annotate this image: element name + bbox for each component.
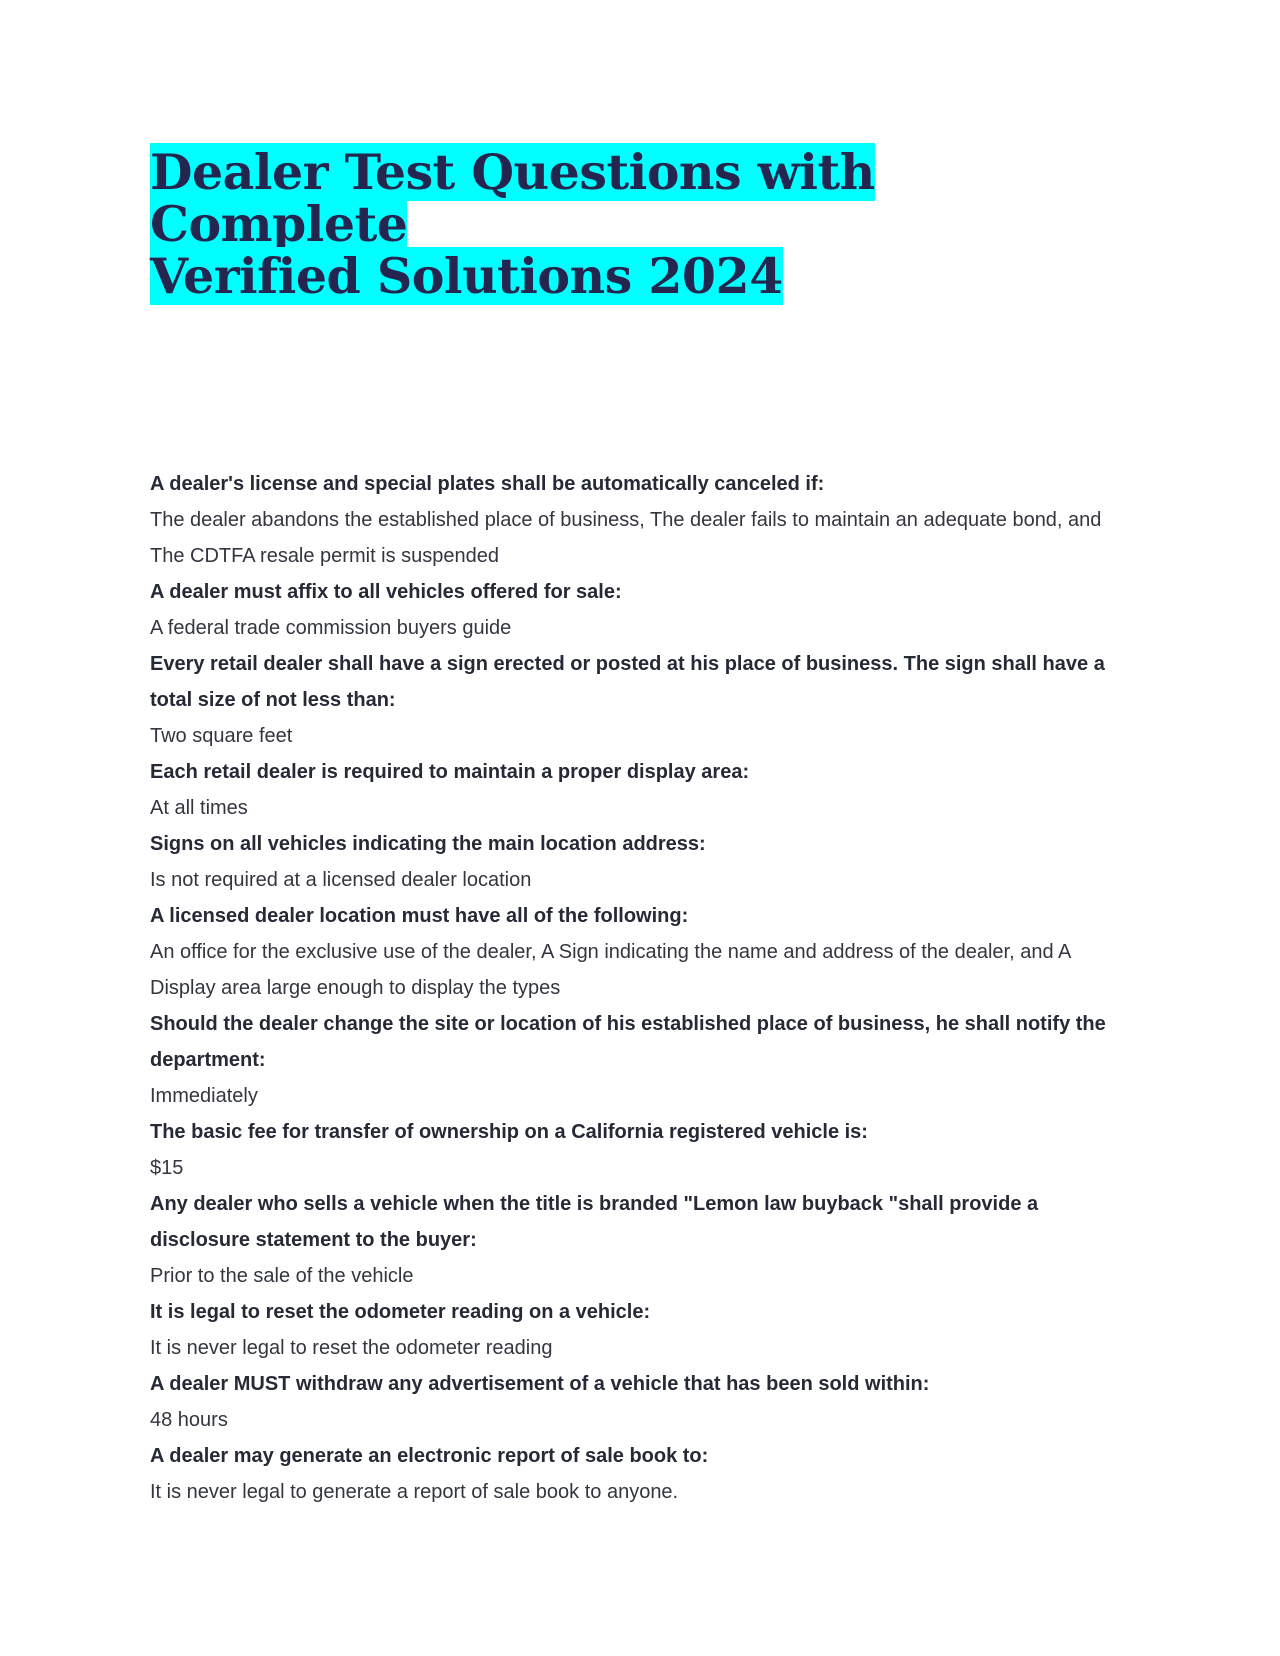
answer-4: At all times	[150, 797, 248, 819]
question-12: A dealer may generate an electronic report of sale book to:	[150, 1445, 709, 1467]
question-3: Every retail dealer shall have a sign erected or posted at his place of business. The sign shall have a total size of not less than:	[150, 653, 1105, 711]
title-highlight	[150, 143, 875, 305]
question-answer-list	[150, 466, 1130, 1510]
question-4: Each retail dealer is required to maintain a proper display area:	[150, 761, 750, 783]
title-line-2: Verified Solutions 2024	[150, 247, 783, 305]
answer-9: Prior to the sale of the vehicle	[150, 1265, 414, 1287]
answer-6: An office for the exclusive use of the dealer, A Sign indicating the name and address of the dealer, and A Display area large enough to display the types	[150, 941, 1071, 999]
question-11: A dealer MUST withdraw any advertisement of a vehicle that has been sold within:	[150, 1373, 930, 1395]
answer-12: It is never legal to generate a report of sale book to anyone.	[150, 1481, 679, 1503]
answer-3: Two square feet	[150, 725, 293, 747]
answer-5: Is not required at a licensed dealer location	[150, 869, 532, 891]
question-6: A licensed dealer location must have all of the following:	[150, 905, 689, 927]
answer-8: $15	[150, 1157, 184, 1179]
question-7: Should the dealer change the site or location of his established place of business, he shall notify the department:	[150, 1013, 1106, 1071]
question-5: Signs on all vehicles indicating the main location address:	[150, 833, 706, 855]
question-2: A dealer must affix to all vehicles offered for sale:	[150, 581, 622, 603]
title-line-1: Dealer Test Questions with Complete	[150, 143, 875, 253]
answer-10: It is never legal to reset the odometer reading	[150, 1337, 553, 1359]
answer-7: Immediately	[150, 1085, 258, 1107]
question-9: Any dealer who sells a vehicle when the title is branded "Lemon law buyback "shall provide a disclosure statement to the buyer:	[150, 1193, 1039, 1251]
document-title	[150, 143, 1110, 305]
question-8: The basic fee for transfer of ownership on a California registered vehicle is:	[150, 1121, 868, 1143]
answer-1: The dealer abandons the established place of business, The dealer fails to maintain an adequate bond, and The CDTFA resale permit is suspended	[150, 509, 1102, 567]
answer-2: A federal trade commission buyers guide	[150, 617, 512, 639]
question-1: A dealer's license and special plates shall be automatically canceled if:	[150, 473, 825, 495]
question-10: It is legal to reset the odometer reading on a vehicle:	[150, 1301, 651, 1323]
answer-11: 48 hours	[150, 1409, 228, 1431]
